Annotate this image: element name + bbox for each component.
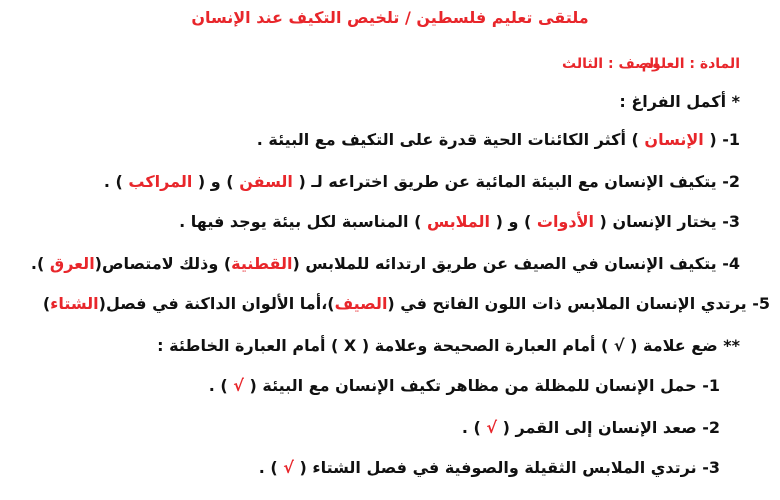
item-text: 3- يختار الإنسان ( <box>593 212 740 231</box>
item-text: ) أكثر الكائنات الحية قدرة على التكيف مع البيئة . <box>256 130 645 149</box>
page-title: ملتقى تعليم فلسطين / تلخيص التكيف عند الإنسان <box>191 8 589 27</box>
item-text: ) و ( <box>490 212 537 231</box>
true-false-item-1 <box>10 376 720 395</box>
answer: العرق <box>49 254 95 273</box>
subject-label: المادة : العلوم <box>641 56 740 72</box>
item-text: ) وذلك لامتصاص( <box>94 254 232 273</box>
answer: الصيف <box>334 294 388 313</box>
item-text: ) <box>42 294 51 313</box>
true-false-item-3 <box>10 458 720 477</box>
item-text: 1- ( <box>703 130 740 149</box>
answer: الأدوات <box>536 212 594 231</box>
check-mark: √ <box>283 458 294 477</box>
answer: السفن <box>239 172 293 191</box>
item-text: ) . <box>461 418 487 437</box>
answer: الإنسان <box>644 130 704 149</box>
fill-in-item-2 <box>10 172 740 191</box>
item-text: 4- يتكيف الإنسان في الصيف عن طريق ارتدائه للملابس ( <box>292 254 740 273</box>
fill-in-item-5 <box>10 294 770 313</box>
check-mark: √ <box>486 418 498 437</box>
item-text: ) المناسبة لكل بيئة يوجد فيها . <box>179 212 427 231</box>
item-text: 2- صعد الإنسان إلى القمر ( <box>497 418 720 437</box>
item-text: 1- حمل الإنسان للمظلة من مظاهر تكيف الإنسان مع البيئة ( <box>243 376 720 395</box>
answer: القطنية <box>231 254 293 273</box>
item-text: ) . <box>258 458 284 477</box>
true-false-item-2 <box>10 418 720 437</box>
item-text: 3- نرتدي الملابس الثقيلة والصوفية في فصل الشتاء ( <box>293 458 720 477</box>
answer: الشتاء <box>50 294 99 313</box>
item-text: 5- يرتدي الإنسان الملابس ذات اللون الفاتح في ( <box>387 294 770 313</box>
fill-in-heading: * أكمل الفراغ : <box>619 92 740 111</box>
item-text: ). <box>30 254 50 273</box>
item-text: )،أما الألوان الداكنة في فصل( <box>98 294 335 313</box>
fill-in-item-3 <box>10 212 740 231</box>
answer: المراكب <box>128 172 193 191</box>
answer: الملابس <box>427 212 490 231</box>
item-text: 2- يتكيف الإنسان مع البيئة المائية عن طريق اختراعه لـ ( <box>292 172 740 191</box>
grade-label: الصف : الثالث <box>562 56 659 72</box>
check-mark: √ <box>233 376 244 395</box>
fill-in-item-1 <box>10 130 740 149</box>
item-text: ) و ( <box>192 172 240 191</box>
fill-in-item-4 <box>10 254 740 273</box>
item-text: ) . <box>208 376 234 395</box>
item-text: ) . <box>103 172 129 191</box>
true-false-heading: ** ضع علامة ( √ ) أمام العبارة الصحيحة وعلامة ( X ) أمام العبارة الخاطئة : <box>157 336 740 355</box>
